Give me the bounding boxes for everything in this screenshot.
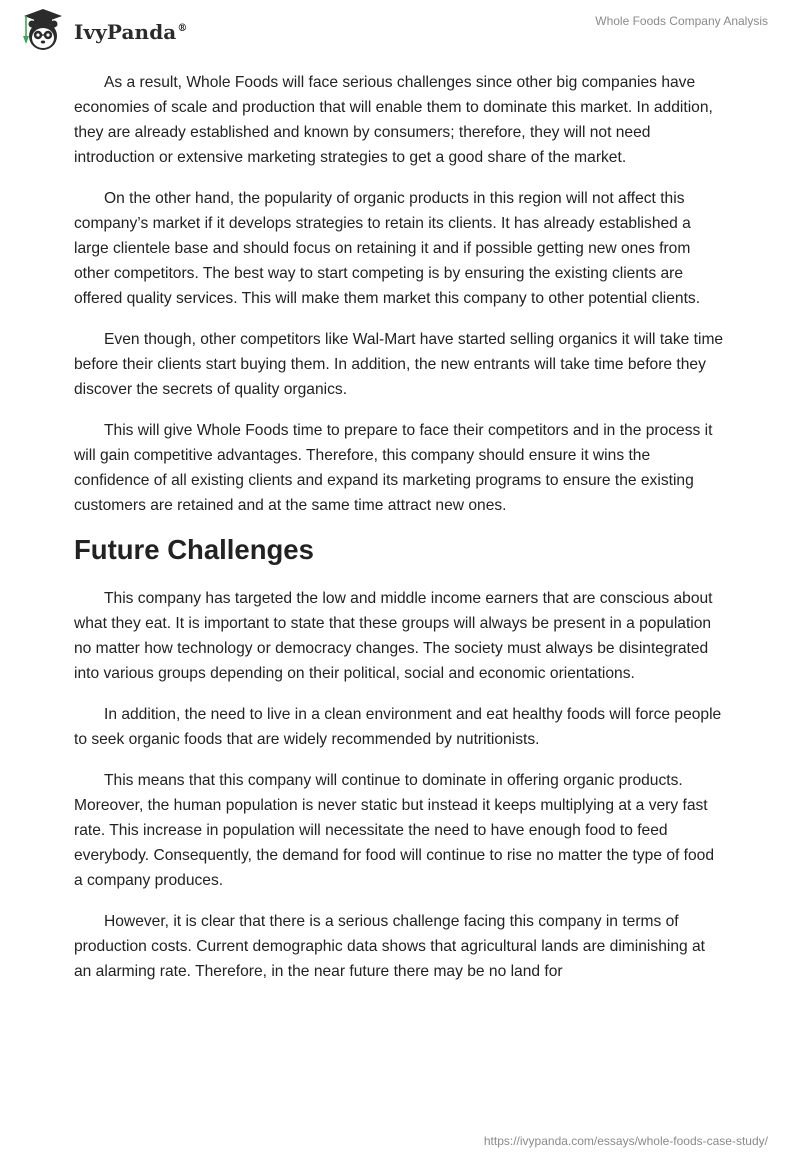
registered-mark: ® <box>177 23 188 35</box>
paragraph: However, it is clear that there is a serious challenge facing this company in terms of production costs. Current demographic data shows that agricultural lands are diminishing at an alarming rate. Therefore, in the near future there may be no land for <box>74 913 706 980</box>
brand-name: IvyPanda® <box>74 20 188 44</box>
paragraph: As a result, Whole Foods will face serious challenges since other big companies have economies of scale and production that will enable them to dominate this market. In addition, they are already established and known by consumers; therefore, they will not need introduction or extensive marketing strategies to get a good share of the market. <box>74 74 713 166</box>
document-title: Whole Foods Company Analysis <box>595 14 768 28</box>
paragraph: This company has targeted the low and middle income earners that are conscious about what they eat. It is important to state that these groups will always be present in a population no matter how technology or democracy changes. The society must always be disintegrated into various groups depending on their political, social and economic orientations. <box>74 590 713 682</box>
paragraph: Even though, other competitors like Wal-Mart have started selling organics it will take time before their clients start buying them. In addition, the new entrants will take time before they discover the secrets of quality organics. <box>74 331 724 398</box>
paragraph: This means that this company will continue to dominate in offering organic products. Moreover, the human population is never static but instead it keeps multiplying at a very fast rate. This increase in population will necessitate the need to have enough food to feed everybody. Consequently, the demand for food will continue to rise no matter the type of food a company produces. <box>74 772 715 889</box>
brand-logo[interactable] <box>14 6 187 54</box>
paragraph: This will give Whole Foods time to prepare to face their competitors and in the process it will gain competitive advantages. Therefore, this company should ensure it wins the confidence of all existing clients and expand its marketing programs to ensure the existing customers are retained and at the same time attract new ones. <box>74 422 713 514</box>
page-header <box>0 0 800 62</box>
paragraph: On the other hand, the popularity of organic products in this region will not affect this company’s market if it develops strategies to retain its clients. It has already established a large clientele base and should focus on retaining it and if possible getting new ones from other competitors. The best way to start competing is by ensuring the existing clients are offered quality services. This will make them market this company to other potential clients. <box>74 190 701 307</box>
section-heading-future-challenges: Future Challenges <box>74 534 314 565</box>
panda-graduate-logo-icon <box>14 6 72 54</box>
paragraph: In addition, the need to live in a clean environment and eat healthy foods will force people to seek organic foods that are widely recommended by nutritionists. <box>74 706 722 748</box>
source-url-link[interactable]: https://ivypanda.com/essays/whole-foods-case-study/ <box>483 1134 768 1148</box>
essay-body <box>74 70 724 1000</box>
